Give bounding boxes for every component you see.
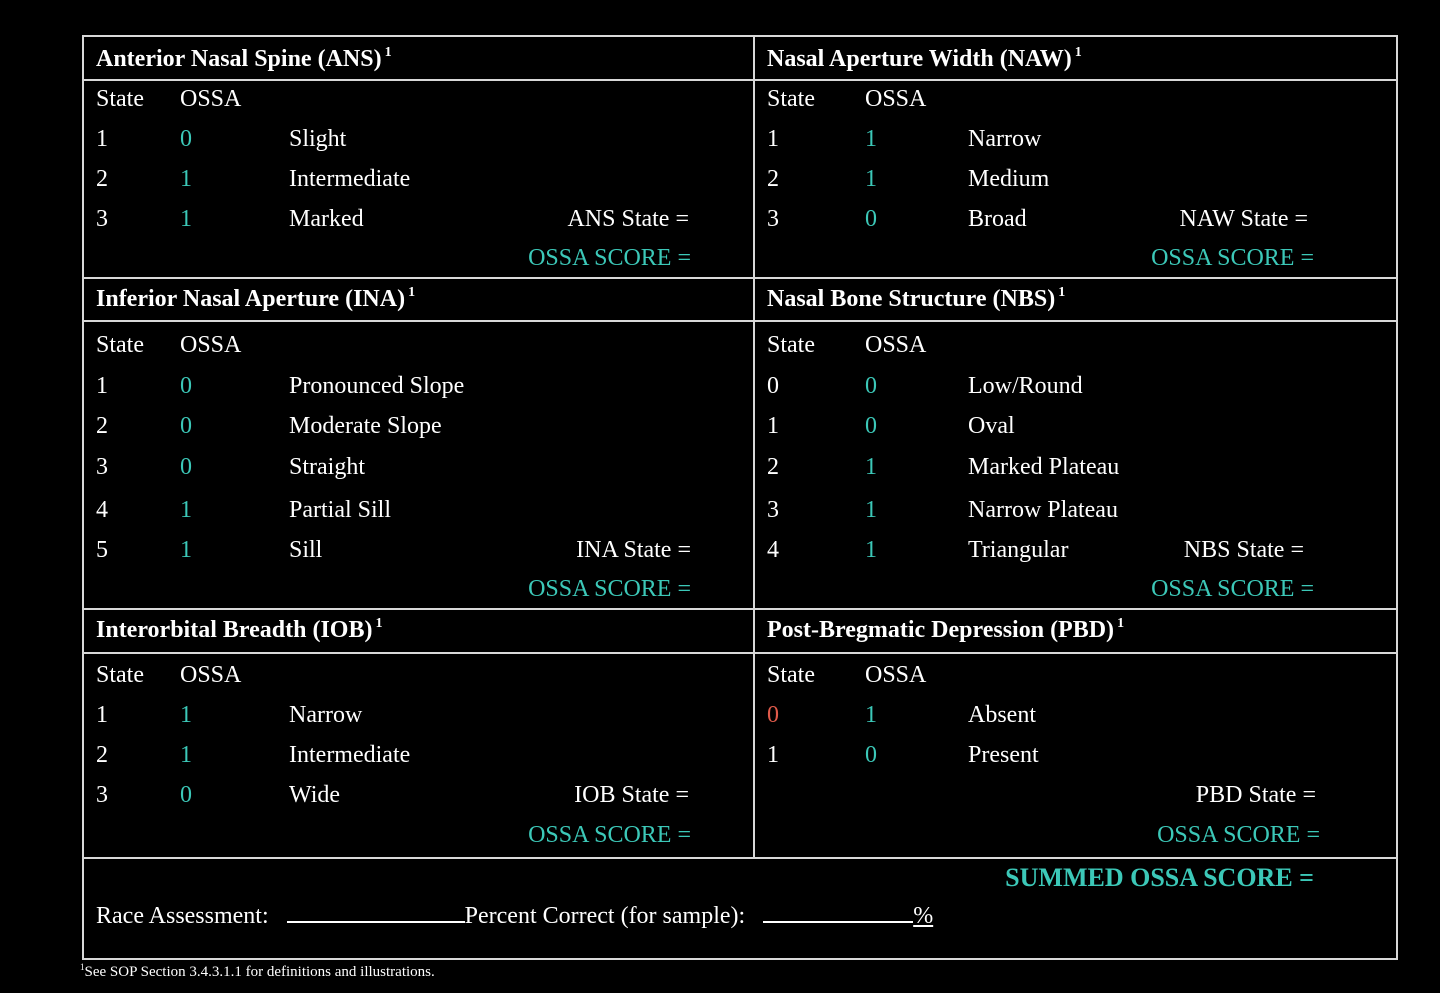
row-ossa: 0: [180, 126, 192, 152]
state-label: INA State =: [576, 537, 691, 563]
section-title: [767, 285, 1065, 313]
state-label: NBS State =: [1183, 537, 1304, 563]
row-desc: Sill: [289, 537, 323, 563]
row-ossa: 0: [180, 413, 192, 439]
row-state: 2: [767, 166, 779, 192]
ossa-score-label: OSSA SCORE =: [528, 245, 691, 271]
header-ossa: OSSA: [865, 332, 927, 358]
ossa-score-label: OSSA SCORE =: [528, 576, 691, 602]
section-title: [96, 616, 382, 644]
ossa-score-label: OSSA SCORE =: [528, 822, 691, 848]
row-state: 3: [96, 454, 108, 480]
row-ossa: 1: [180, 206, 192, 232]
section-title: [767, 45, 1082, 73]
ossa-score-label: OSSA SCORE =: [1151, 245, 1314, 271]
row-ossa: 1: [180, 166, 192, 192]
footnote: [80, 962, 435, 981]
section-title-text: Nasal Bone Structure (NBS): [767, 286, 1056, 312]
row-desc: Broad: [968, 206, 1027, 232]
row-ossa: 1: [180, 497, 192, 523]
section-ans: [84, 37, 753, 277]
row-desc: Intermediate: [289, 166, 411, 192]
row-state: 1: [767, 126, 779, 152]
footnote-marker: 1: [1074, 45, 1082, 60]
row-desc: Pronounced Slope: [289, 373, 465, 399]
row-state: 2: [96, 742, 108, 768]
summed-ossa-score-label: SUMMED OSSA SCORE =: [1005, 863, 1314, 892]
section-title-text: Nasal Aperture Width (NAW): [767, 46, 1072, 72]
row-desc: Slight: [289, 126, 347, 152]
row-ossa: 1: [865, 537, 877, 563]
row-state: 2: [767, 454, 779, 480]
section-ina: [84, 279, 753, 608]
row-desc: Partial Sill: [289, 497, 391, 523]
row-desc: Medium: [968, 166, 1050, 192]
row-ossa: 1: [180, 537, 192, 563]
row-desc: Low/Round: [968, 373, 1083, 399]
row-state: 1: [767, 742, 779, 768]
row-state: 3: [96, 782, 108, 808]
ossa-form: [82, 35, 1398, 960]
row-desc: Oval: [968, 413, 1015, 439]
row-ossa: 0: [180, 454, 192, 480]
row-desc: Straight: [289, 454, 365, 480]
section-iob: [84, 610, 753, 857]
row-state: 3: [96, 206, 108, 232]
row-state: 2: [96, 166, 108, 192]
footnote-text: See SOP Section 3.4.3.1.1 for definitions and illustrations.: [84, 964, 435, 980]
state-label: ANS State =: [567, 206, 689, 232]
row-desc: Narrow: [289, 702, 363, 728]
ossa-score-label: OSSA SCORE =: [1157, 822, 1320, 848]
row-ossa: 0: [865, 742, 877, 768]
race-assessment-blank[interactable]: [287, 899, 465, 923]
header-ossa: OSSA: [180, 332, 242, 358]
row-state: 0: [767, 702, 779, 728]
header-ossa: OSSA: [180, 662, 242, 688]
section-nbs: [755, 279, 1398, 608]
section-title-text: Inferior Nasal Aperture (INA): [96, 286, 406, 312]
section-title: [767, 616, 1124, 644]
header-state: State: [767, 662, 815, 688]
race-assessment-line: [96, 899, 933, 930]
percent-sign: %: [913, 903, 934, 929]
row-ossa: 1: [865, 126, 877, 152]
section-title-text: Anterior Nasal Spine (ANS): [96, 46, 382, 72]
row-state: 1: [96, 373, 108, 399]
row-state: 5: [96, 537, 108, 563]
state-label: PBD State =: [1195, 782, 1316, 808]
row-state: 1: [96, 126, 108, 152]
row-desc: Wide: [289, 782, 341, 808]
state-label: NAW State =: [1179, 206, 1308, 232]
header-ossa: OSSA: [180, 86, 242, 112]
row-desc: Absent: [968, 702, 1036, 728]
row-ossa: 1: [865, 497, 877, 523]
header-state: State: [767, 86, 815, 112]
row-desc: Marked Plateau: [968, 454, 1120, 480]
section-naw: [755, 37, 1398, 277]
section-pbd: [755, 610, 1398, 857]
header-ossa: OSSA: [865, 662, 927, 688]
row-state: 4: [767, 537, 779, 563]
row-desc: Moderate Slope: [289, 413, 442, 439]
row-ossa: 1: [865, 454, 877, 480]
row-ossa: 0: [180, 373, 192, 399]
row-state: 1: [767, 413, 779, 439]
row-ossa: 1: [865, 166, 877, 192]
header-state: State: [767, 332, 815, 358]
row-desc: Triangular: [968, 537, 1069, 563]
row-state: 3: [767, 206, 779, 232]
section-title-text: Post-Bregmatic Depression (PBD): [767, 617, 1115, 643]
footnote-marker: 1: [1117, 616, 1125, 631]
footnote-marker: 1: [408, 285, 416, 300]
section-title: [96, 45, 392, 73]
row-ossa: 0: [865, 373, 877, 399]
row-ossa: 0: [865, 206, 877, 232]
race-assessment-label: Race Assessment:: [96, 903, 269, 929]
row-state: 2: [96, 413, 108, 439]
row-ossa: 1: [865, 702, 877, 728]
row-ossa: 1: [180, 702, 192, 728]
footnote-marker: 1: [80, 962, 85, 972]
header-ossa: OSSA: [865, 86, 927, 112]
row-ossa: 0: [180, 782, 192, 808]
row-state: 0: [767, 373, 779, 399]
percent-correct-blank[interactable]: [763, 899, 913, 923]
row-ossa: 0: [865, 413, 877, 439]
percent-correct-label: Percent Correct (for sample):: [464, 903, 746, 929]
section-title-text: Interorbital Breadth (IOB): [96, 617, 373, 643]
footnote-marker: 1: [375, 616, 383, 631]
row-desc: Marked: [289, 206, 364, 232]
row-state: 3: [767, 497, 779, 523]
footnote-marker: 1: [384, 45, 392, 60]
divider-summary: [84, 857, 1396, 859]
footnote-marker: 1: [1058, 285, 1066, 300]
row-desc: Narrow Plateau: [968, 497, 1118, 523]
header-state: State: [96, 332, 144, 358]
row-state: 1: [96, 702, 108, 728]
ossa-score-label: OSSA SCORE =: [1151, 576, 1314, 602]
row-desc: Intermediate: [289, 742, 411, 768]
row-desc: Narrow: [968, 126, 1042, 152]
state-label: IOB State =: [574, 782, 689, 808]
row-ossa: 1: [180, 742, 192, 768]
header-state: State: [96, 662, 144, 688]
header-state: State: [96, 86, 144, 112]
section-title: [96, 285, 415, 313]
row-desc: Present: [968, 742, 1039, 768]
row-state: 4: [96, 497, 108, 523]
